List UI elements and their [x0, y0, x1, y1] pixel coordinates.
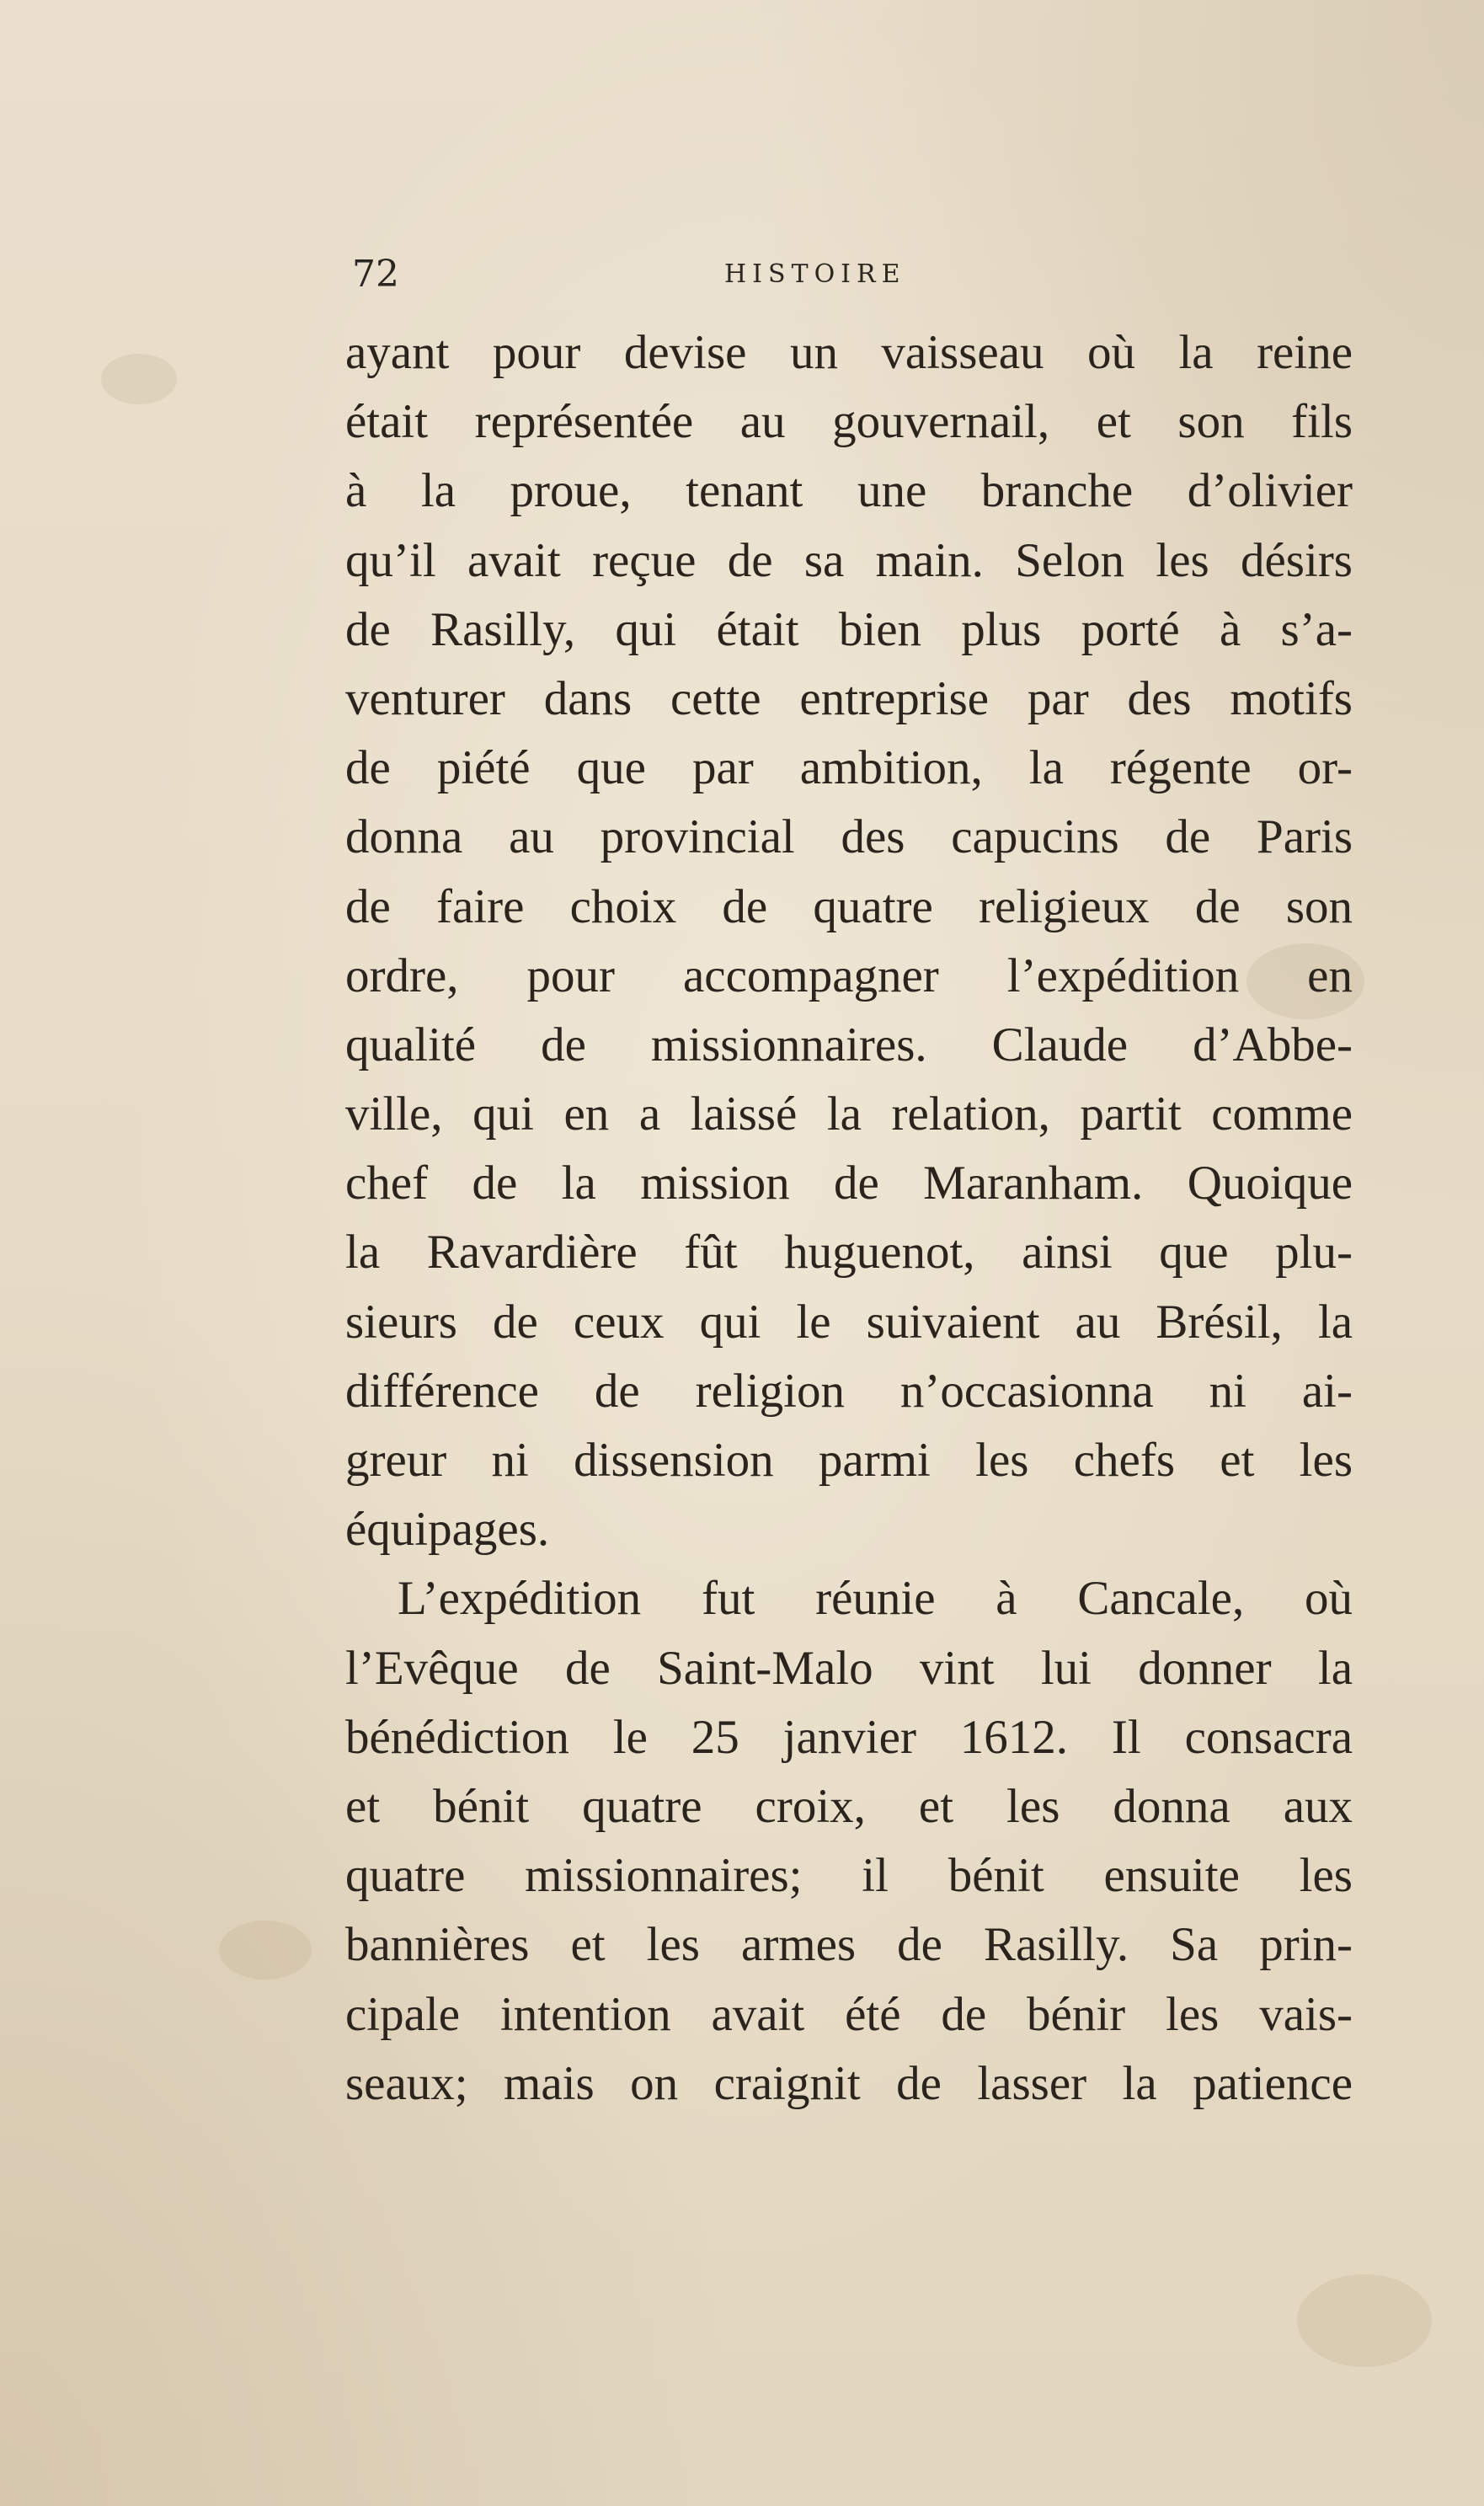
page-number: 72	[352, 253, 399, 296]
text-line: de faire choix de quatre religieux de son	[345, 879, 1353, 933]
paper-stain	[101, 354, 177, 404]
paragraph-start-line: L’expédition fut réunie à Cancale, où	[398, 1572, 1353, 1626]
paper-stain	[219, 1921, 312, 1980]
running-head: HISTOIRE	[724, 259, 906, 289]
text-line: bannières et les armes de Rasilly. Sa prin-	[345, 1918, 1353, 1972]
text-line: l’Evêque de Saint-Malo vint lui donner la	[345, 1641, 1353, 1695]
text-line: à la proue, tenant une branche d’olivier	[345, 464, 1353, 518]
text-line: la Ravardière fût huguenot, ainsi que plu-	[345, 1226, 1353, 1280]
body-text	[345, 318, 1353, 2119]
paragraph-end-line: équipages.	[345, 1503, 550, 1557]
text-line: de piété que par ambition, la régente or-	[345, 741, 1353, 795]
text-line: bénédiction le 25 janvier 1612. Il consacra	[345, 1710, 1353, 1764]
text-line: donna au provincial des capucins de Paris	[345, 810, 1353, 864]
text-line: était représentée au gouvernail, et son fils	[345, 395, 1353, 449]
text-line: seaux; mais on craignit de lasser la patience	[345, 2056, 1353, 2110]
text-line: chef de la mission de Maranham. Quoique	[345, 1157, 1353, 1210]
paper-stain	[1297, 2274, 1432, 2367]
page-header	[352, 249, 1354, 300]
text-line: cipale intention avait été de bénir les vais-	[345, 1987, 1353, 2041]
text-line: différence de religion n’occasionna ni ai-	[345, 1364, 1353, 1418]
text-line: qu’il avait reçue de sa main. Selon les désirs	[345, 533, 1353, 587]
text-line: quatre missionnaires; il bénit ensuite les	[345, 1849, 1353, 1903]
text-line: qualité de missionnaires. Claude d’Abbe-	[345, 1018, 1353, 1071]
text-line: et bénit quatre croix, et les donna aux	[345, 1779, 1353, 1833]
text-line: de Rasilly, qui était bien plus porté à s’a-	[345, 602, 1353, 656]
text-line: ordre, pour accompagner l’expédition en	[345, 948, 1353, 1002]
text-line: sieurs de ceux qui le suivaient au Brésil, la	[345, 1295, 1353, 1349]
text-line: ayant pour devise un vaisseau où la reine	[345, 326, 1353, 379]
text-line: ville, qui en a laissé la relation, partit comme	[345, 1087, 1353, 1141]
text-line: venturer dans cette entreprise par des motifs	[345, 671, 1353, 725]
text-line: greur ni dissension parmi les chefs et les	[345, 1434, 1353, 1487]
